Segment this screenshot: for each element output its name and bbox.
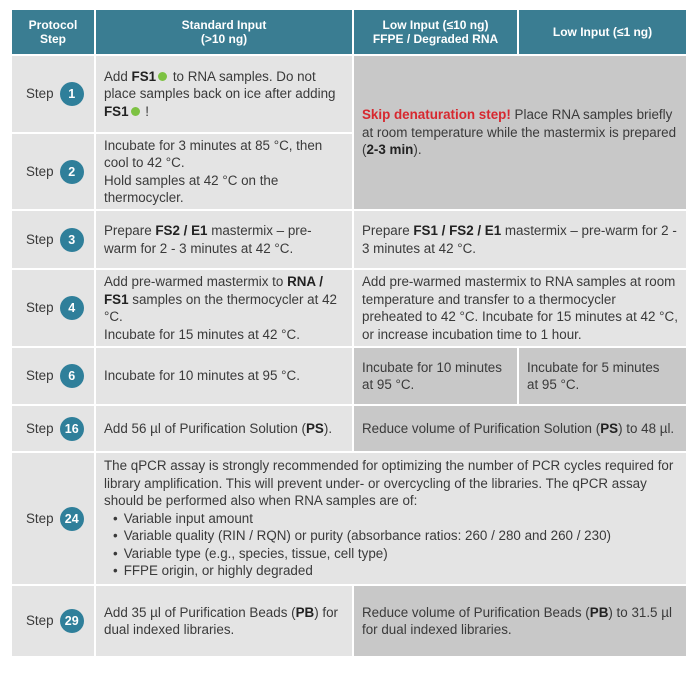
text: at 95 °C. bbox=[362, 377, 415, 392]
step-number-badge: 3 bbox=[60, 228, 84, 252]
step-4-low-input-cell: Add pre-warmed mastermix to RNA samples at room temperature and transfer to a thermocycler preheated to 42 °C. Incubate for 15 minutes at 42 °C, or increase incubation time to 1 hour. bbox=[354, 270, 686, 346]
step-label: Step bbox=[26, 420, 54, 436]
text: Reduce volume of Purification Solution ( bbox=[362, 420, 601, 436]
qpcr-recommendation-text: The qPCR assay is strongly recommended for optimizing the number of PCR cycles required for library amplification. This will prevent under- or overcycling of the libraries. The qPCR assay should be performed also when RNA samples are of: bbox=[104, 458, 674, 509]
header-standard-input-line2: (>10 ng) bbox=[200, 32, 248, 46]
green-dot-icon bbox=[131, 107, 140, 116]
step-cell bbox=[12, 348, 94, 404]
step-cell bbox=[12, 211, 94, 268]
step-6-low-input-1ng-cell bbox=[519, 348, 686, 404]
step-cell bbox=[12, 406, 94, 451]
step-24-qpcr-cell bbox=[96, 453, 686, 584]
step-number-badge: 1 bbox=[60, 82, 84, 106]
reagent-name: FS1 / FS2 / E1 bbox=[413, 223, 502, 238]
text: Add bbox=[104, 68, 132, 84]
reagent-name: FS2 / E1 bbox=[155, 223, 208, 238]
step-number-badge: 16 bbox=[60, 417, 84, 441]
step-label: Step bbox=[26, 86, 54, 102]
list-item: • FFPE origin, or highly degraded bbox=[113, 562, 678, 580]
step-3-standard-cell bbox=[96, 211, 352, 268]
text: dual indexed libraries. bbox=[104, 622, 235, 637]
protocol-table bbox=[10, 8, 688, 658]
step-number-badge: 6 bbox=[60, 364, 84, 388]
step-cell bbox=[12, 586, 94, 656]
step-29-low-input-cell bbox=[354, 586, 686, 656]
header-low-input-1ng: Low Input (≤1 ng) bbox=[519, 10, 686, 54]
table-row-step-6 bbox=[12, 348, 686, 404]
step-label: Step bbox=[26, 163, 54, 179]
reagent-name: FS1 bbox=[131, 68, 157, 84]
step-4-standard-cell bbox=[96, 270, 352, 346]
reagent-name: FS1 bbox=[104, 103, 129, 119]
reagent-name: PB bbox=[589, 604, 609, 620]
table-row-step-4 bbox=[12, 270, 686, 346]
text: Incubate for 5 minutes bbox=[527, 359, 660, 375]
step-16-low-input-cell bbox=[354, 406, 686, 451]
list-item: • Variable quality (RIN / RQN) or purity (absorbance ratios: 260 / 280 and 260 / 230) bbox=[113, 527, 678, 545]
header-standard-input-line1: Standard Input bbox=[181, 18, 267, 32]
reagent-name: PB bbox=[295, 604, 315, 620]
header-low-input-10ng-line1: Low Input (≤10 ng) bbox=[382, 18, 489, 32]
step-number-badge: 24 bbox=[60, 507, 84, 531]
text: at 95 °C. bbox=[527, 377, 580, 392]
table-row-step-16 bbox=[12, 406, 686, 451]
step-6-low-input-10ng-cell bbox=[354, 348, 517, 404]
step-6-standard-cell: Incubate for 10 minutes at 95 °C. bbox=[96, 348, 352, 404]
text: ! bbox=[141, 103, 150, 119]
text: samples on the thermocycler at 42 °C. bbox=[104, 291, 337, 324]
table-row-step-24 bbox=[12, 453, 686, 584]
header-low-input-10ng bbox=[354, 10, 517, 54]
step-29-standard-cell bbox=[96, 586, 352, 656]
list-item: • Variable input amount bbox=[113, 510, 678, 528]
text: Incubate for 3 minutes at 85 °C, then cool to 42 °C. bbox=[104, 137, 323, 170]
text: Add pre-warmed mastermix to bbox=[104, 274, 288, 289]
text: Reduce volume of Purification Beads ( bbox=[362, 604, 590, 620]
table-row-step-1 bbox=[12, 56, 686, 132]
text: Prepare bbox=[104, 223, 156, 238]
table-row-step-29 bbox=[12, 586, 686, 656]
text: ) to 31.5 µl bbox=[608, 604, 672, 620]
step-cell bbox=[12, 134, 94, 209]
step-2-standard-cell bbox=[96, 134, 352, 209]
header-protocol-step-line1: Protocol bbox=[28, 18, 78, 32]
skip-warning: Skip denaturation step! bbox=[362, 107, 511, 123]
step-number-badge: 2 bbox=[60, 160, 84, 184]
text: ). bbox=[323, 420, 333, 436]
table-row-step-3 bbox=[12, 211, 686, 268]
text: Prepare bbox=[362, 223, 414, 238]
text: ) to 48 µl. bbox=[618, 420, 675, 436]
header-low-input-10ng-line2: FFPE / Degraded RNA bbox=[372, 32, 499, 46]
skip-denaturation-cell bbox=[354, 56, 686, 209]
step-label: Step bbox=[26, 510, 54, 526]
green-dot-icon bbox=[158, 72, 167, 81]
step-label: Step bbox=[26, 368, 54, 384]
step-label: Step bbox=[26, 613, 54, 629]
reagent-name: PS bbox=[600, 420, 619, 436]
header-protocol-step bbox=[12, 10, 94, 54]
text: Place RNA samples briefly at room temperature while the mastermix is prepared ( bbox=[362, 107, 677, 158]
duration: 2-3 min bbox=[366, 142, 414, 158]
step-cell bbox=[12, 453, 94, 584]
text: Incubate for 15 minutes at 42 °C. bbox=[104, 326, 300, 342]
step-3-low-input-cell bbox=[354, 211, 686, 268]
text: Hold samples at 42 °C on the thermocycler. bbox=[104, 172, 279, 205]
text: ) for bbox=[314, 604, 338, 620]
text: Add 56 µl of Purification Solution ( bbox=[104, 420, 306, 436]
text: to RNA samples. Do not place samples back on ice after adding bbox=[104, 68, 336, 102]
step-cell bbox=[12, 270, 94, 346]
reagent-name: RNA / FS1 bbox=[104, 274, 324, 307]
step-number-badge: 4 bbox=[60, 296, 84, 320]
list-item: • Variable type (e.g., species, tissue, cell type) bbox=[113, 545, 678, 563]
text: Add 35 µl of Purification Beads ( bbox=[104, 604, 296, 620]
step-number-badge: 29 bbox=[60, 609, 84, 633]
text: Incubate for 10 minutes bbox=[362, 359, 502, 375]
header-standard-input bbox=[96, 10, 352, 54]
text: ). bbox=[413, 142, 422, 158]
step-cell bbox=[12, 56, 94, 132]
step-label: Step bbox=[26, 231, 54, 247]
qpcr-condition-list bbox=[104, 510, 678, 580]
text: mastermix – pre-warm for 2 - 3 minutes at 42 °C. bbox=[104, 223, 312, 256]
step-1-standard-cell bbox=[96, 56, 352, 132]
step-label: Step bbox=[26, 300, 54, 316]
step-16-standard-cell bbox=[96, 406, 352, 451]
text: mastermix – pre-warm for 2 - 3 minutes at 42 °C. bbox=[362, 223, 677, 256]
text: for dual indexed libraries. bbox=[362, 622, 512, 637]
header-protocol-step-line2: Step bbox=[39, 32, 66, 46]
reagent-name: PS bbox=[306, 420, 324, 436]
header-row bbox=[12, 10, 686, 54]
